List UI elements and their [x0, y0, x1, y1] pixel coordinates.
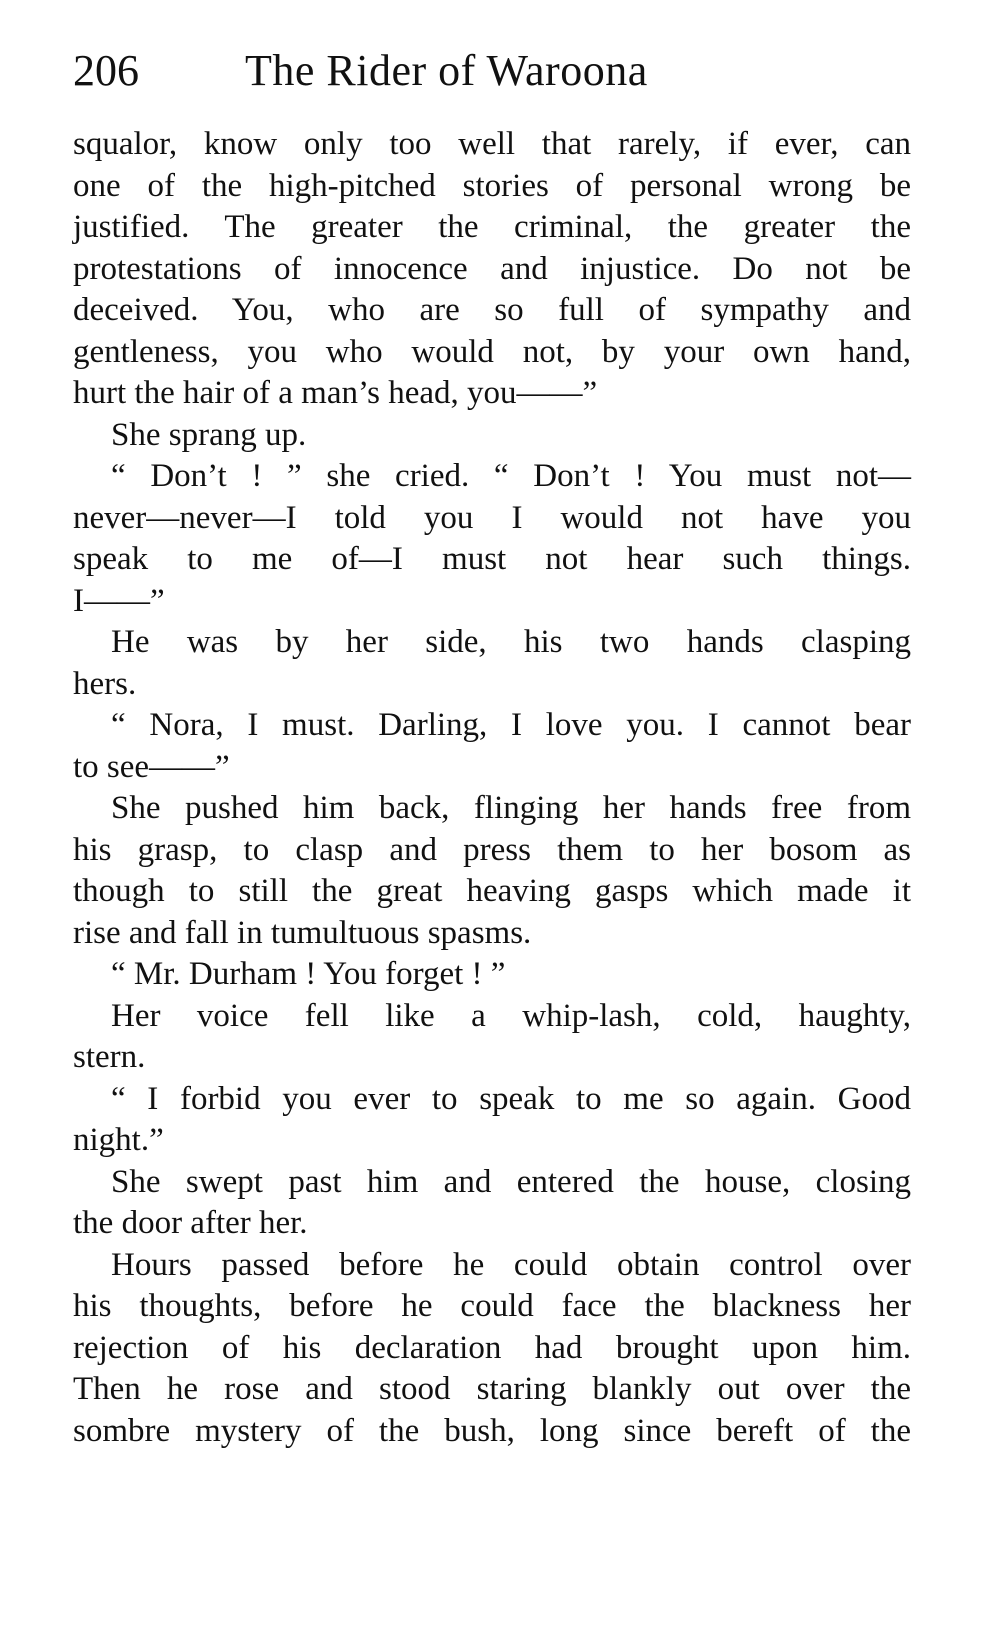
- text-line: justified. The greater the criminal, the greater the: [73, 209, 911, 245]
- text-line: deceived. You, who are so full of sympathy and: [73, 292, 911, 328]
- text-line: stern.: [73, 1039, 146, 1075]
- book-title: The Rider of Waroona: [245, 46, 648, 95]
- text-line: the door after her.: [73, 1205, 308, 1241]
- page-number: 206: [73, 46, 139, 95]
- text-line: one of the high-pitched stories of personal wrong be: [73, 167, 911, 204]
- text-line: Her voice fell like a whip-lash, cold, haughty,: [111, 997, 911, 1034]
- text-line: rejection of his declaration had brought upon him.: [73, 1329, 911, 1366]
- text-line: to see——”: [73, 748, 230, 785]
- text-line: Then he rose and stood staring blankly out over the: [73, 1371, 911, 1407]
- text-line: She sprang up.: [111, 416, 307, 453]
- text-line: sombre mystery of the bush, long since bereft of the: [73, 1412, 911, 1449]
- text-line: I——”: [73, 582, 165, 619]
- text-line: Hours passed before he could obtain control over: [111, 1246, 911, 1283]
- text-line: hurt the hair of a man’s head, you——”: [73, 375, 598, 411]
- running-head: [73, 38, 911, 104]
- text-line: his grasp, to clasp and press them to her bosom as: [73, 831, 911, 868]
- text-line: speak to me of—I must not hear such things.: [73, 541, 911, 577]
- text-line: “ Don’t ! ” she cried. “ Don’t ! You must not—: [111, 458, 911, 494]
- book-page: [73, 38, 911, 1452]
- text-line: “ Mr. Durham ! You forget ! ”: [111, 956, 506, 992]
- text-line: his thoughts, before he could face the blackness her: [73, 1288, 911, 1324]
- text-line: squalor, know only too well that rarely, if ever, can: [73, 126, 911, 162]
- text-line: gentleness, you who would not, by your own hand,: [73, 333, 911, 370]
- text-line: “ I forbid you ever to speak to me so again. Good: [111, 1080, 911, 1117]
- text-line: though to still the great heaving gasps which made it: [73, 873, 911, 909]
- text-line: night.”: [73, 1122, 164, 1158]
- text-line: He was by her side, his two hands clasping: [111, 624, 911, 660]
- text-line: hers.: [73, 665, 137, 702]
- text-line: protestations of innocence and injustice. Do not be: [73, 250, 911, 287]
- text-line: “ Nora, I must. Darling, I love you. I cannot bear: [111, 707, 911, 743]
- text-line: never—never—I told you I would not have you: [73, 499, 911, 536]
- text-line: rise and fall in tumultuous spasms.: [73, 914, 532, 951]
- text-line: She swept past him and entered the house, closing: [111, 1163, 911, 1200]
- text-line: She pushed him back, flinging her hands free from: [111, 790, 911, 826]
- body-text: [73, 124, 911, 1452]
